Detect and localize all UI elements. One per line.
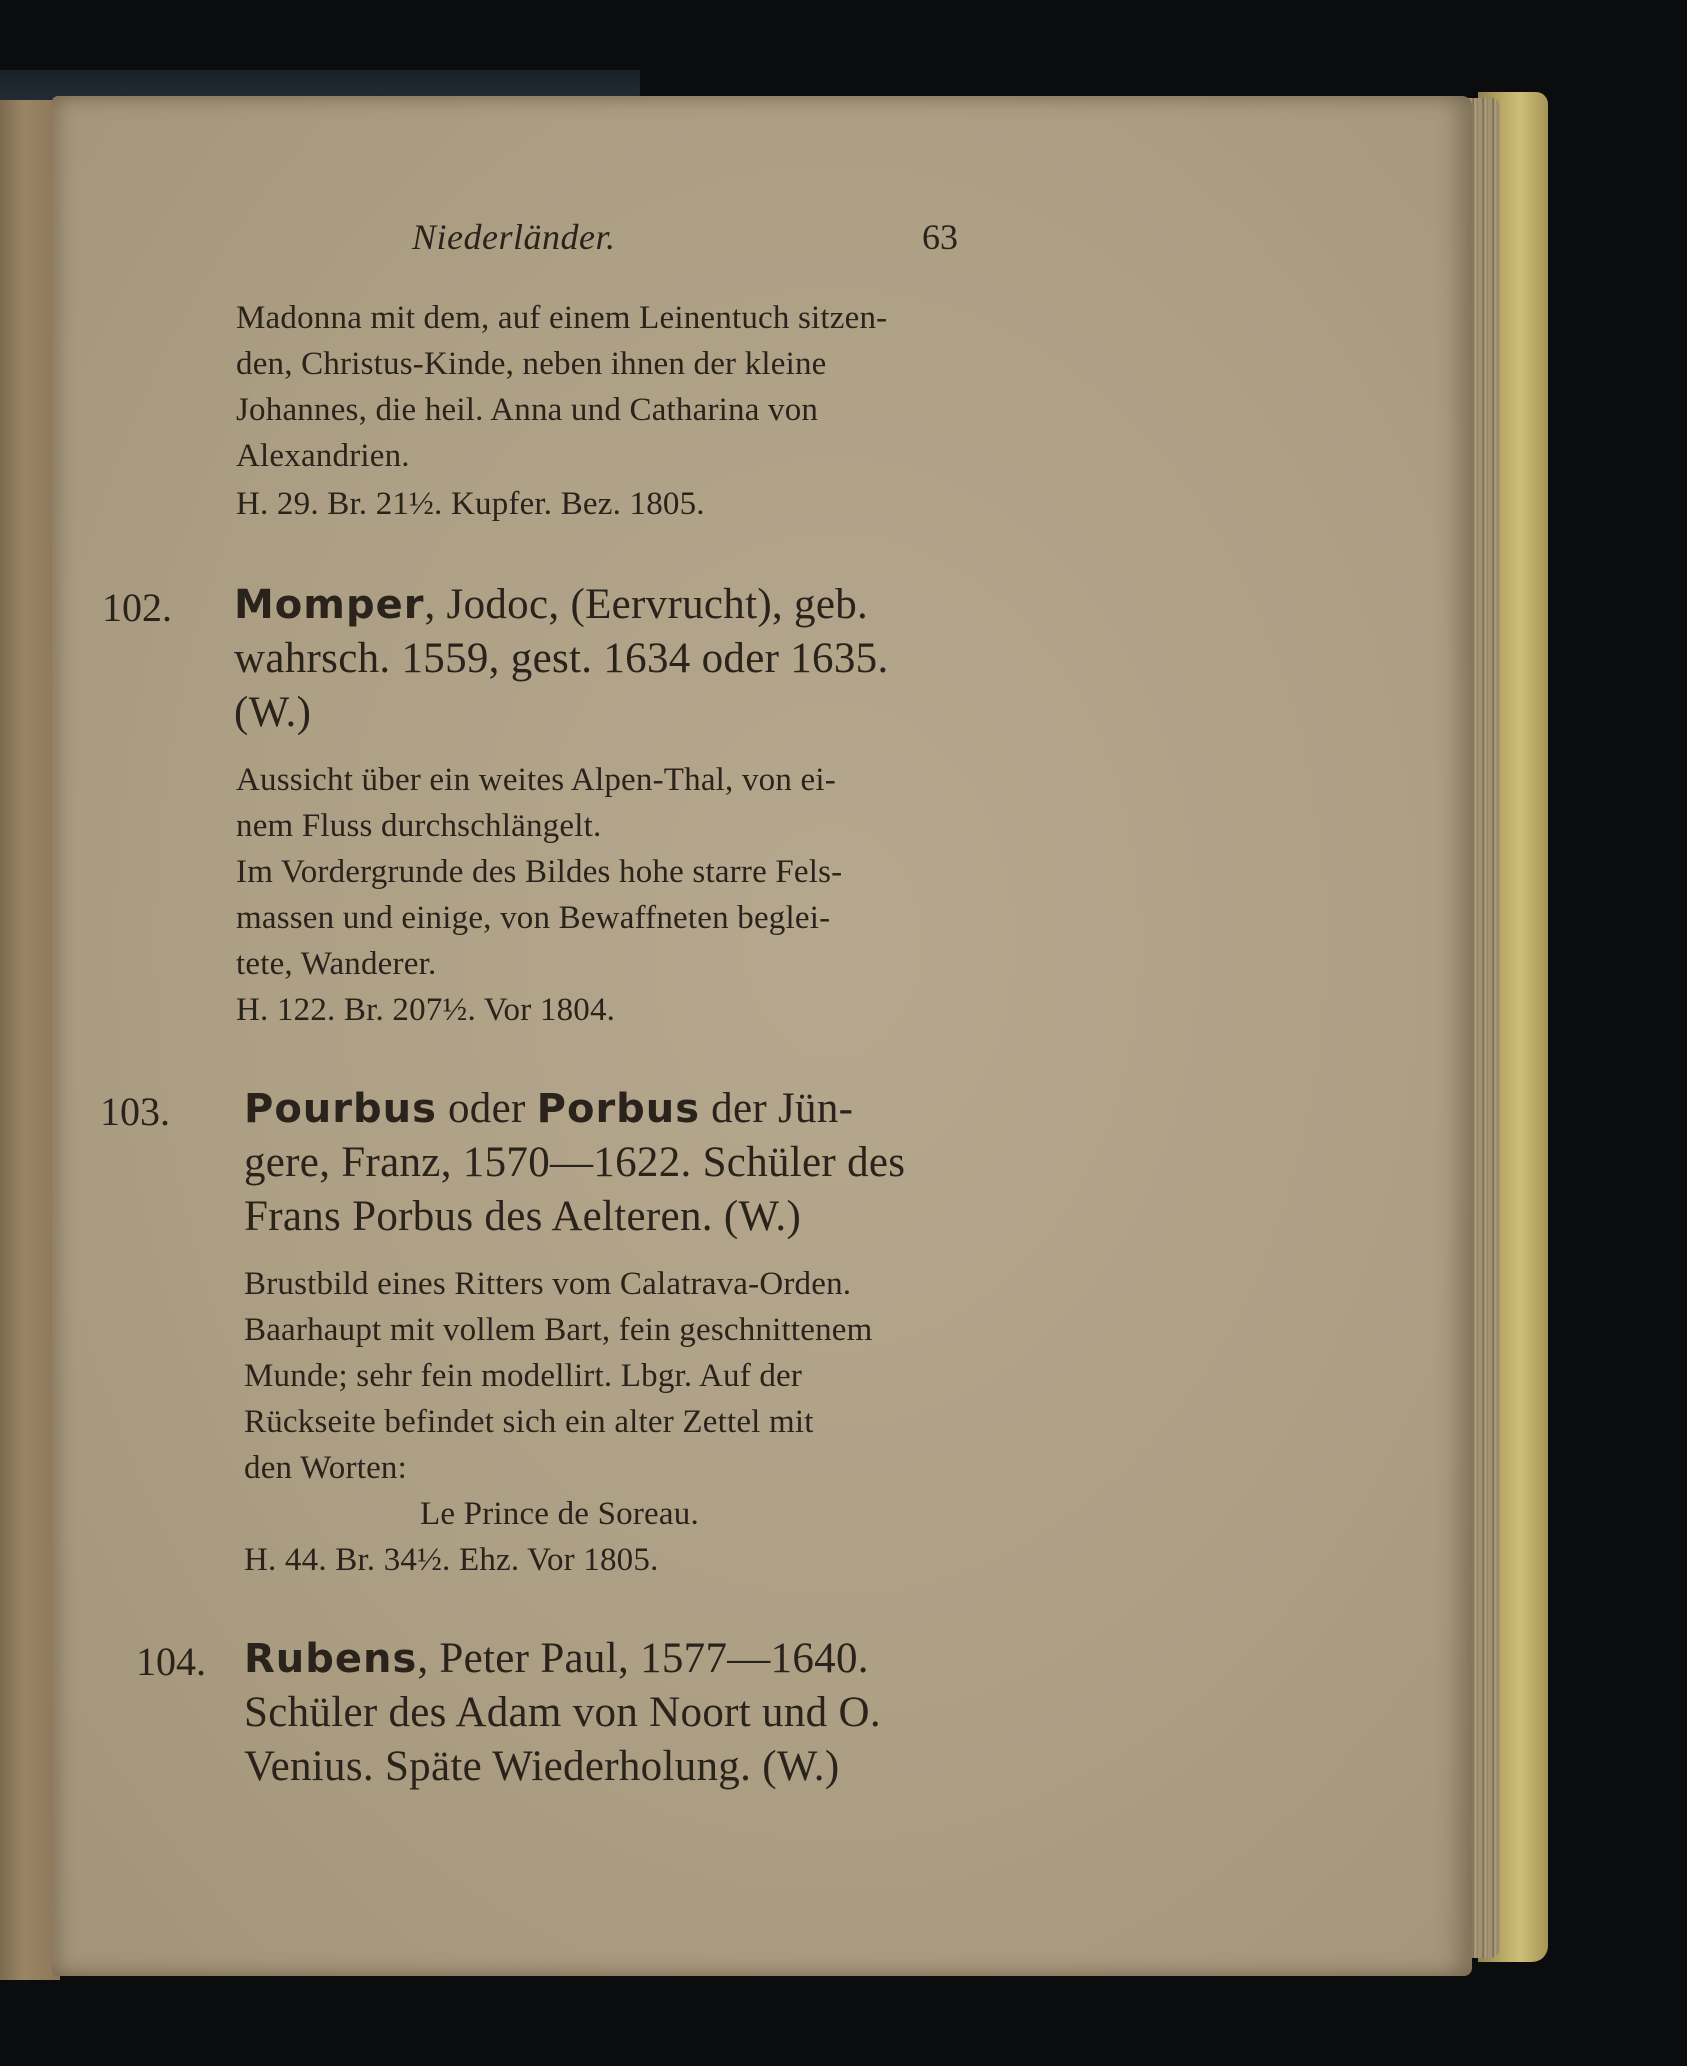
quoted-inscription: Le Prince de Soreau. [420, 1496, 699, 1532]
artist-name: Rubens [244, 1636, 418, 1682]
description-line: massen und einige, von Bewaffneten beglei- [236, 900, 831, 936]
page-text [52, 96, 1472, 1976]
entry-number: 104. [136, 1639, 206, 1684]
artist-name-alt: Porbus [536, 1086, 701, 1132]
entry-header-line: (W.) [234, 689, 312, 736]
description-line: Brustbild eines Ritters vom Calatrava-Orden. [244, 1266, 852, 1302]
page [52, 96, 1472, 1976]
description-line: Munde; sehr fein modellirt. Lbgr. Auf der [244, 1358, 803, 1394]
entry-header-connector: oder [436, 1085, 537, 1132]
entry-header-line: gere, Franz, 1570—1622. Schüler des [244, 1139, 906, 1186]
page-number: 63 [922, 217, 958, 257]
entry-header [244, 1634, 869, 1683]
intro-measures: H. 29. Br. 21½. Kupfer. Bez. 1805. [236, 486, 705, 522]
description-line: nem Fluss durchschlängelt. [236, 808, 602, 844]
entry-number: 103. [100, 1089, 170, 1134]
description-line: tete, Wanderer. [236, 946, 437, 982]
entry-header [234, 580, 868, 629]
entry-header-text: , Peter Paul, 1577—1640. [417, 1635, 869, 1682]
description-line: Aussicht über ein weites Alpen-Thal, von ei- [236, 762, 836, 798]
description-line: den Worten: [244, 1450, 407, 1486]
facing-page-edge [0, 100, 60, 1980]
entry-number: 102. [102, 585, 172, 630]
intro-line: Johannes, die heil. Anna und Catharina von [236, 392, 819, 428]
entry-header-line: wahrsch. 1559, gest. 1634 oder 1635. [234, 635, 889, 682]
artist-name: Pourbus [244, 1086, 437, 1132]
entry-measures: H. 122. Br. 207½. Vor 1804. [236, 992, 616, 1028]
entry-header [244, 1084, 853, 1133]
running-head: Niederländer. [412, 217, 616, 257]
entry-header-line: Frans Porbus des Aelteren. (W.) [244, 1193, 802, 1240]
intro-line: Alexandrien. [236, 438, 410, 474]
description-line: Im Vordergrunde des Bildes hohe starre Fels- [236, 854, 843, 890]
entry-header-text: der Jün- [700, 1085, 854, 1132]
entry-measures: H. 44. Br. 34½. Ehz. Vor 1805. [244, 1542, 659, 1578]
entry-header-text: , Jodoc, (Eervrucht), geb. [424, 581, 869, 628]
artist-name: Momper [234, 582, 425, 628]
intro-line: Madonna mit dem, auf einem Leinentuch sitzen- [236, 300, 888, 336]
intro-line: den, Christus-Kinde, neben ihnen der kleine [236, 346, 827, 382]
description-line: Rückseite befindet sich ein alter Zettel mit [244, 1404, 814, 1440]
entry-header-line: Venius. Späte Wiederholung. (W.) [244, 1743, 840, 1790]
entry-header-line: Schüler des Adam von Noort und O. [244, 1689, 881, 1736]
description-line: Baarhaupt mit vollem Bart, fein geschnittenem [244, 1312, 873, 1348]
